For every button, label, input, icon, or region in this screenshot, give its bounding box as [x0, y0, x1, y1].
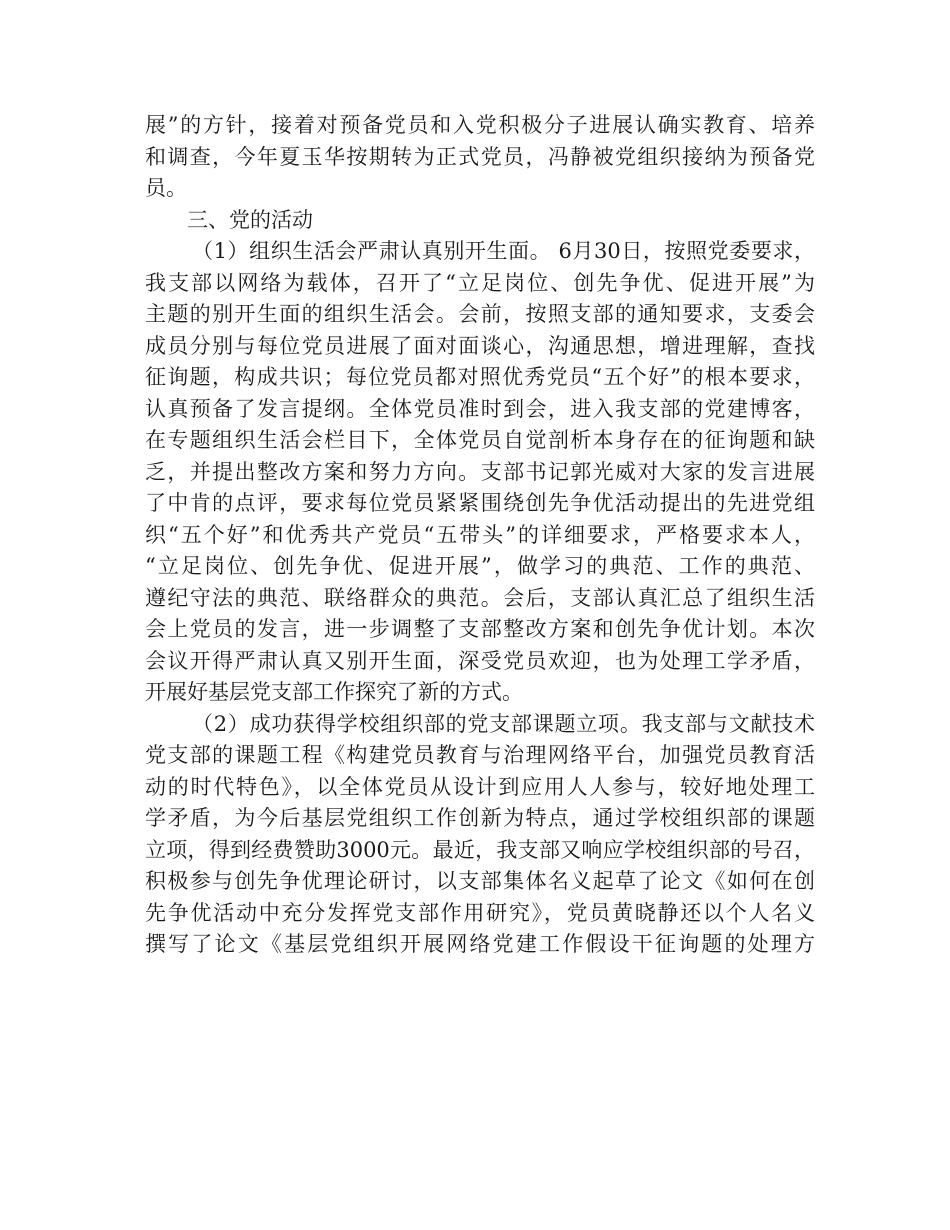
text-line: 在专题组织生活会栏目下，全体党员自觉剖析本身存在的征询题和缺 — [145, 428, 815, 452]
text-line: 会上党员的发言，进一步调整了支部整改方案和创先争优计划。本次 — [145, 617, 815, 641]
text-line: 会议开得严肃认真又别开生面，深受党员欢迎，也为处理工学矛盾， — [145, 648, 815, 673]
text-line: （2）成功获得学校组织部的党支部课题立项。我支部与文献技术 — [192, 711, 815, 736]
section-heading — [145, 205, 815, 237]
text-line: 党支部的课题工程《构建党员教育与治理网络平台，加强党员教育活 — [145, 743, 815, 767]
text-line: 了中肯的点评，要求每位党员紧紧围绕创先争优活动提出的先进党组 — [145, 491, 815, 515]
text-line: 遵纪守法的典范、联络群众的典范。会后，支部认真汇总了组织生活 — [145, 585, 815, 610]
paragraph-organizational-meeting — [145, 236, 815, 709]
section-heading-text: 三、党的活动 — [187, 207, 313, 232]
text-line: 展”的方针，接着对预备党员和入党积极分子进展认确实教育、培养 — [145, 113, 815, 137]
paragraph-project-approval — [145, 709, 815, 961]
document-body — [145, 110, 815, 961]
text-line: 动的时代特色》，以全体党员从设计到应用人人参与，较好地处理工 — [145, 774, 815, 799]
text-line: 立项，得到经费赞助3000元。最近，我支部又响应学校组织部的号召， — [145, 837, 815, 862]
text-line: 先争优活动中充分发挥党支部作用研究》，党员黄晓静还以个人名义 — [145, 900, 815, 925]
text-line: 认真预备了发言提纲。全体党员准时到会，进入我支部的党建博客， — [145, 396, 815, 421]
text-line: 织“五个好”和优秀共产党员“五带头”的详细要求，严格要求本人， — [145, 522, 815, 547]
text-line: 我支部以网络为载体，召开了“立足岗位、创先争优、促进开展”为 — [145, 270, 815, 295]
text-line: （1）组织生活会严肃认真别开生面。 6月30日，按照党委要求， — [192, 239, 815, 263]
text-line: 征询题，构成共识；每位党员都对照优秀党员“五个好”的根本要求， — [145, 365, 815, 389]
text-line: 和调查，今年夏玉华按期转为正式党员，冯静被党组织接纳为预备党 — [145, 144, 815, 169]
text-line: 员。 — [145, 176, 187, 200]
text-line: 主题的别开生面的组织生活会。会前，按照支部的通知要求，支委会 — [145, 302, 815, 326]
text-line: “立足岗位、创先争优、促进开展”，做学习的典范、工作的典范、 — [145, 554, 815, 578]
text-line: 开展好基层党支部工作探究了新的方式。 — [145, 680, 523, 704]
text-line: 撰写了论文《基层党组织开展网络党建工作假设干征询题的处理方 — [145, 932, 815, 956]
text-line: 学矛盾，为今后基层党组织工作创新为特点，通过学校组织部的课题 — [145, 806, 815, 830]
paragraph-continuation — [145, 110, 815, 205]
text-line: 成员分别与每位党员进展了面对面谈心，沟通思想，增进理解，查找 — [145, 333, 815, 358]
text-line: 积极参与创先争优理论研讨，以支部集体名义起草了论文《如何在创 — [145, 869, 815, 893]
text-line: 乏，并提出整改方案和努力方向。支部书记郭光威对大家的发言进展 — [145, 459, 815, 484]
